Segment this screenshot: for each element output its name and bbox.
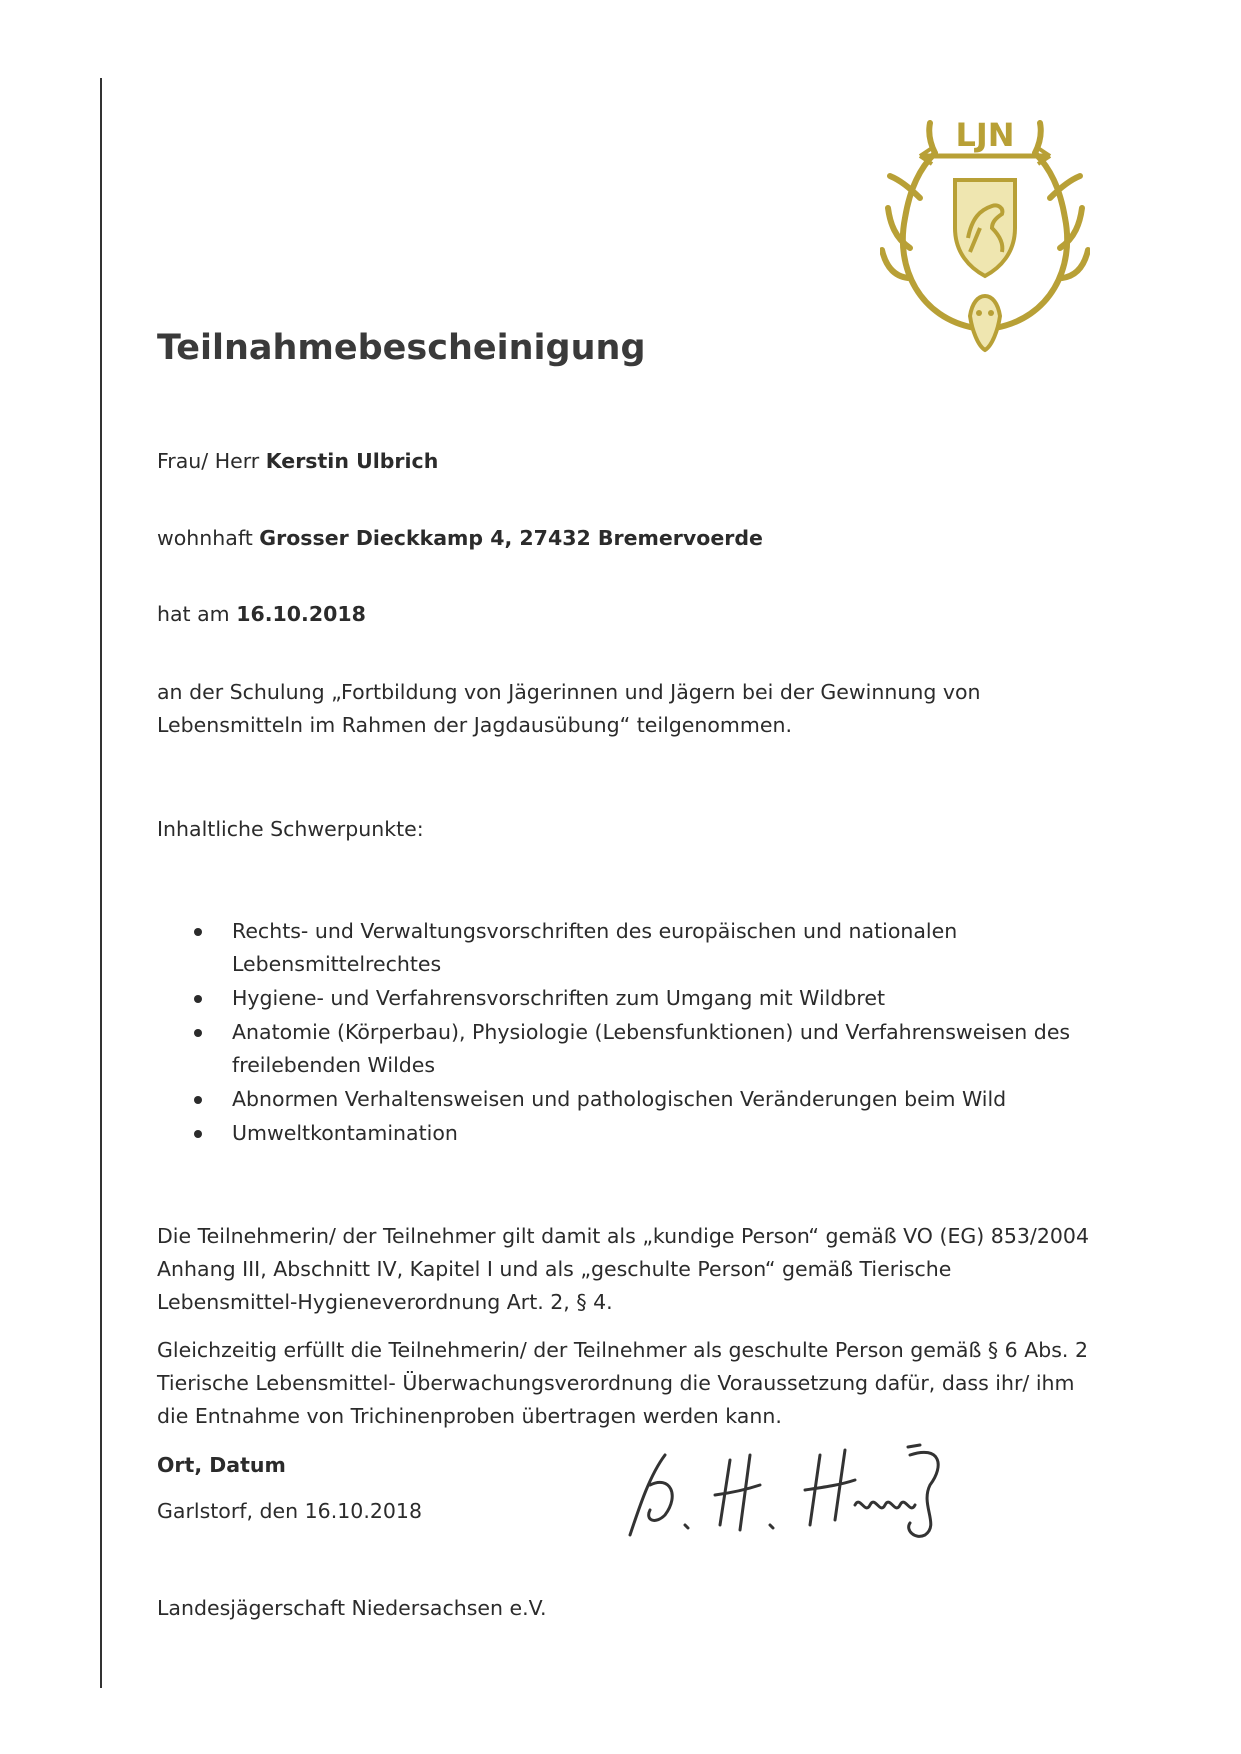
residence-address: Grosser Dieckkamp 4, 27432 Bremervoerde bbox=[259, 526, 763, 550]
person-prefix: Frau/ Herr bbox=[157, 449, 260, 473]
list-item: Umweltkontamination bbox=[157, 1117, 1097, 1150]
organization-name: Landesjägerschaft Niedersachsen e.V. bbox=[157, 1596, 547, 1620]
person-line bbox=[157, 444, 438, 478]
residence-prefix: wohnhaft bbox=[157, 526, 253, 550]
margin-rule bbox=[100, 78, 102, 1688]
paragraph-trichinen: Gleichzeitig erfüllt die Teilnehmerin/ der Teilnehmer als geschulte Person gemäß § 6 Abs. 2 Tierische Lebensmittel- Überwachungsverordnung die Voraussetzung dafür, dass ihr/ ihm die Entnahme von Trichinenproben übertragen werden kann. bbox=[157, 1338, 1088, 1428]
svg-text:LJN: LJN bbox=[955, 118, 1015, 154]
signature bbox=[610, 1425, 1010, 1545]
focus-list bbox=[157, 915, 1097, 1151]
list-item: Anatomie (Körperbau), Physiologie (Lebensfunktionen) und Verfahrensweisen des freilebenden Wildes bbox=[157, 1016, 1112, 1082]
date-line bbox=[157, 597, 366, 631]
list-item: Rechts- und Verwaltungsvorschriften des europäischen und nationalen Lebensmittelrechtes bbox=[157, 915, 1032, 981]
place-date-label: Ort, Datum bbox=[157, 1453, 286, 1477]
list-item: Hygiene- und Verfahrensvorschriften zum Umgang mit Wildbret bbox=[157, 982, 1097, 1015]
place-date-value: Garlstorf, den 16.10.2018 bbox=[157, 1499, 423, 1523]
ljn-logo bbox=[880, 118, 1090, 358]
focus-heading: Inhaltliche Schwerpunkte: bbox=[157, 817, 424, 841]
course-text: an der Schulung „Fortbildung von Jägerinnen und Jägern bei der Gewinnung von Lebensmitteln im Rahmen der Jagdausübung“ teilgenommen. bbox=[157, 680, 981, 737]
person-name: Kerstin Ulbrich bbox=[265, 449, 439, 473]
residence-line bbox=[157, 521, 763, 555]
course-date: 16.10.2018 bbox=[236, 602, 366, 626]
date-prefix: hat am bbox=[157, 602, 230, 626]
document-title: Teilnahmebescheinigung bbox=[157, 328, 646, 368]
list-item: Abnormen Verhaltensweisen und pathologischen Veränderungen beim Wild bbox=[157, 1083, 1097, 1116]
paragraph-kundige-person: Die Teilnehmerin/ der Teilnehmer gilt damit als „kundige Person“ gemäß VO (EG) 853/2004 Anhang III, Abschnitt IV, Kapitel I und als „geschulte Person“ gemäß Tierische Lebensmittel-Hygieneverordnung Art. 2, § 4. bbox=[157, 1224, 1089, 1314]
